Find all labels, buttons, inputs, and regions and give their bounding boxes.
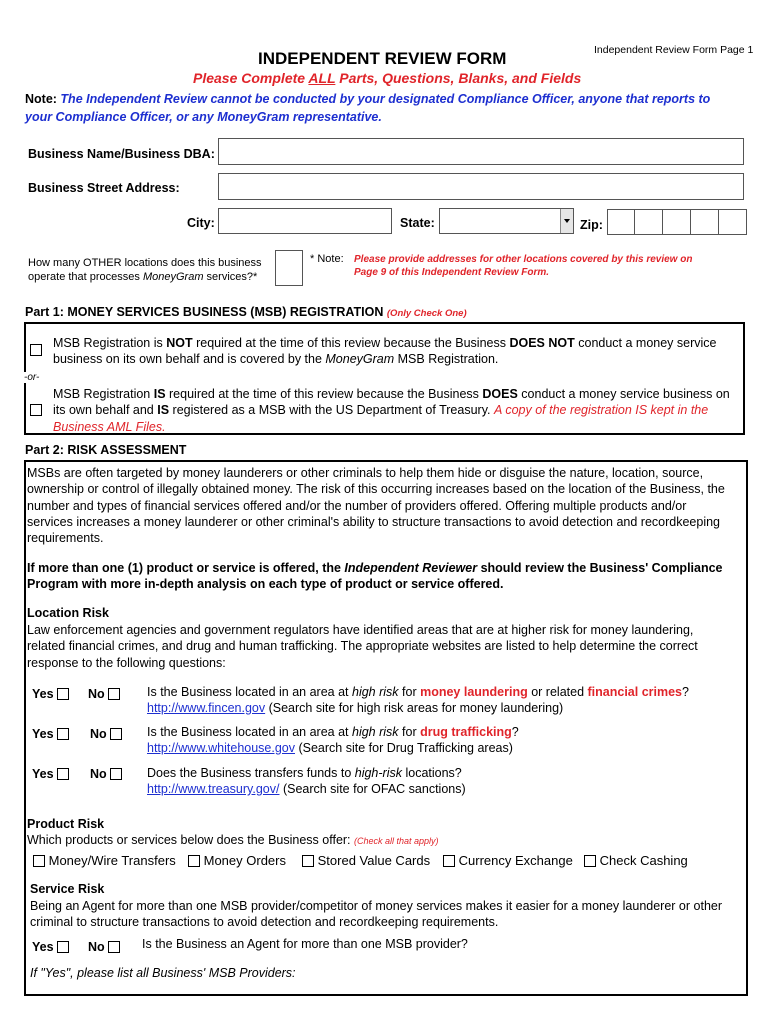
q1-yes-checkbox[interactable]	[57, 688, 69, 700]
note-block: Note: The Independent Review cannot be conducted by your designated Compliance Officer, anyone that reports to your Compliance Officer, or any MoneyGram representative.	[25, 92, 711, 124]
risk-intro: MSBs are often targeted by money launderers or other criminals to help them hide or disguise the nature, location, source, ownership or control of illegally obtained money. The risk of this occurring increases based on the location of the Business, the number and types of financial services offered and/or the number of providers offered. Offering multiple products and/or services increases a money launderer or other criminal's ability to structure transactions to avoid detection and recordkeeping requirements.	[27, 466, 725, 546]
product-currency-exchange: Currency Exchange	[443, 853, 573, 868]
q1-no: No	[88, 687, 120, 701]
part1-heading: Part 1: MONEY SERVICES BUSINESS (MSB) REGISTRATION (Only Check One)	[25, 305, 467, 319]
service-risk-heading: Service Risk	[30, 882, 105, 896]
state-label: State:	[400, 216, 435, 230]
q3-yes-checkbox[interactable]	[57, 768, 69, 780]
q4-no: No	[88, 940, 120, 954]
other-locations-input[interactable]	[275, 250, 303, 286]
service-risk-text: Being an Agent for more than one MSB provider/competitor of money services makes it easier for a money launderer or other criminal to structure transactions to avoid detection and recordkeeping requirements.	[30, 899, 723, 930]
multi-product-instruction: If more than one (1) product or service is offered, the Independent Reviewer should review the Business' Compliance Program with more in-depth analysis on each type of product or service offered.	[27, 561, 723, 592]
note-star-label: * Note:	[310, 253, 344, 265]
form-subtitle: Please Complete ALL Parts, Questions, Blanks, and Fields	[193, 70, 582, 86]
zip-digit-box[interactable]	[691, 209, 719, 235]
zip-label: Zip:	[580, 218, 603, 232]
zip-digit-box[interactable]	[635, 209, 663, 235]
product-check-cashing: Check Cashing	[584, 853, 688, 868]
city-label: City:	[187, 216, 215, 230]
zip-digit-box[interactable]	[663, 209, 691, 235]
q4-yes: Yes	[32, 940, 69, 954]
msb-required-text: MSB Registration IS required at the time of this review because the Business DOES conduct a money service business on its own behalf and IS registered as a MSB with the US Department of Treasury. A copy of the registration IS kept in the Business AML Files.	[53, 387, 730, 434]
product-money-wire: Money/Wire Transfers	[33, 853, 176, 868]
zip-input[interactable]	[607, 209, 747, 235]
business-name-label: Business Name/Business DBA:	[28, 147, 215, 161]
q1-text: Is the Business located in an area at high risk for money laundering or related financial crimes? http://www.fincen.gov (Search site for high risk areas for money laundering)	[147, 685, 689, 715]
location-risk-heading: Location Risk	[27, 606, 109, 620]
whitehouse-link[interactable]: http://www.whitehouse.gov	[147, 741, 295, 755]
q2-no-checkbox[interactable]	[110, 728, 122, 740]
product-money-orders: Money Orders	[188, 853, 286, 868]
msb-not-required-checkbox[interactable]	[30, 344, 42, 356]
providers-prompt: If "Yes", please list all Business' MSB Providers:	[30, 966, 296, 980]
q4-yes-checkbox[interactable]	[57, 941, 69, 953]
other-locations-note: Please provide addresses for other locations covered by this review on Page 9 of this Independent Review Form.	[354, 254, 693, 278]
product-checkbox[interactable]	[188, 855, 200, 867]
product-risk-heading: Product Risk	[27, 817, 105, 831]
product-checkbox[interactable]	[33, 855, 45, 867]
zip-digit-box[interactable]	[719, 209, 747, 235]
msb-required-checkbox[interactable]	[30, 404, 42, 416]
other-locations-question: How many OTHER locations does this business operate that processes MoneyGram services?*	[28, 257, 262, 283]
part2-heading: Part 2: RISK ASSESSMENT	[25, 443, 187, 457]
product-risk-question: Which products or services below does the Business offer: (Check all that apply)	[27, 833, 439, 847]
street-address-label: Business Street Address:	[28, 181, 180, 195]
city-input[interactable]	[218, 208, 392, 234]
dropdown-arrow-icon[interactable]	[560, 209, 573, 233]
q2-yes: Yes	[32, 727, 69, 741]
fincen-link[interactable]: http://www.fincen.gov	[147, 701, 266, 715]
product-checkbox[interactable]	[584, 855, 596, 867]
q2-yes-checkbox[interactable]	[57, 728, 69, 740]
street-address-input[interactable]	[218, 173, 744, 200]
state-select[interactable]	[439, 208, 574, 234]
q4-text: Is the Business an Agent for more than one MSB provider?	[142, 937, 468, 951]
q2-no: No	[90, 727, 122, 741]
page-label: Independent Review Form Page 1	[594, 44, 754, 56]
q1-no-checkbox[interactable]	[108, 688, 120, 700]
q4-no-checkbox[interactable]	[108, 941, 120, 953]
form-title: INDEPENDENT REVIEW FORM	[258, 49, 507, 68]
treasury-link[interactable]: http://www.treasury.gov/	[147, 782, 280, 796]
q3-text: Does the Business transfers funds to high-risk locations? http://www.treasury.gov/ (Search site for OFAC sanctions)	[147, 766, 466, 796]
q3-no: No	[90, 767, 122, 781]
or-divider: -or-	[24, 372, 40, 383]
product-checkbox[interactable]	[302, 855, 314, 867]
q2-text: Is the Business located in an area at high risk for drug trafficking? http://www.whitehouse.gov (Search site for Drug Trafficking areas)	[147, 725, 519, 755]
msb-not-required-text: MSB Registration is NOT required at the time of this review because the Business DOES NOT conduct a money service business on its own behalf and is covered by the MoneyGram MSB Registration.	[53, 336, 717, 367]
q1-yes: Yes	[32, 687, 69, 701]
location-risk-text: Law enforcement agencies and government regulators have identified areas that are at higher risk for money laundering, related financial crimes, and drug and human trafficking. The appropriate websites are listed to help determine the correct response to the following questions:	[27, 623, 698, 670]
q3-yes: Yes	[32, 767, 69, 781]
zip-digit-box[interactable]	[607, 209, 635, 235]
q3-no-checkbox[interactable]	[110, 768, 122, 780]
business-name-input[interactable]	[218, 138, 744, 165]
product-stored-value: Stored Value Cards	[302, 853, 430, 868]
product-checkbox[interactable]	[443, 855, 455, 867]
